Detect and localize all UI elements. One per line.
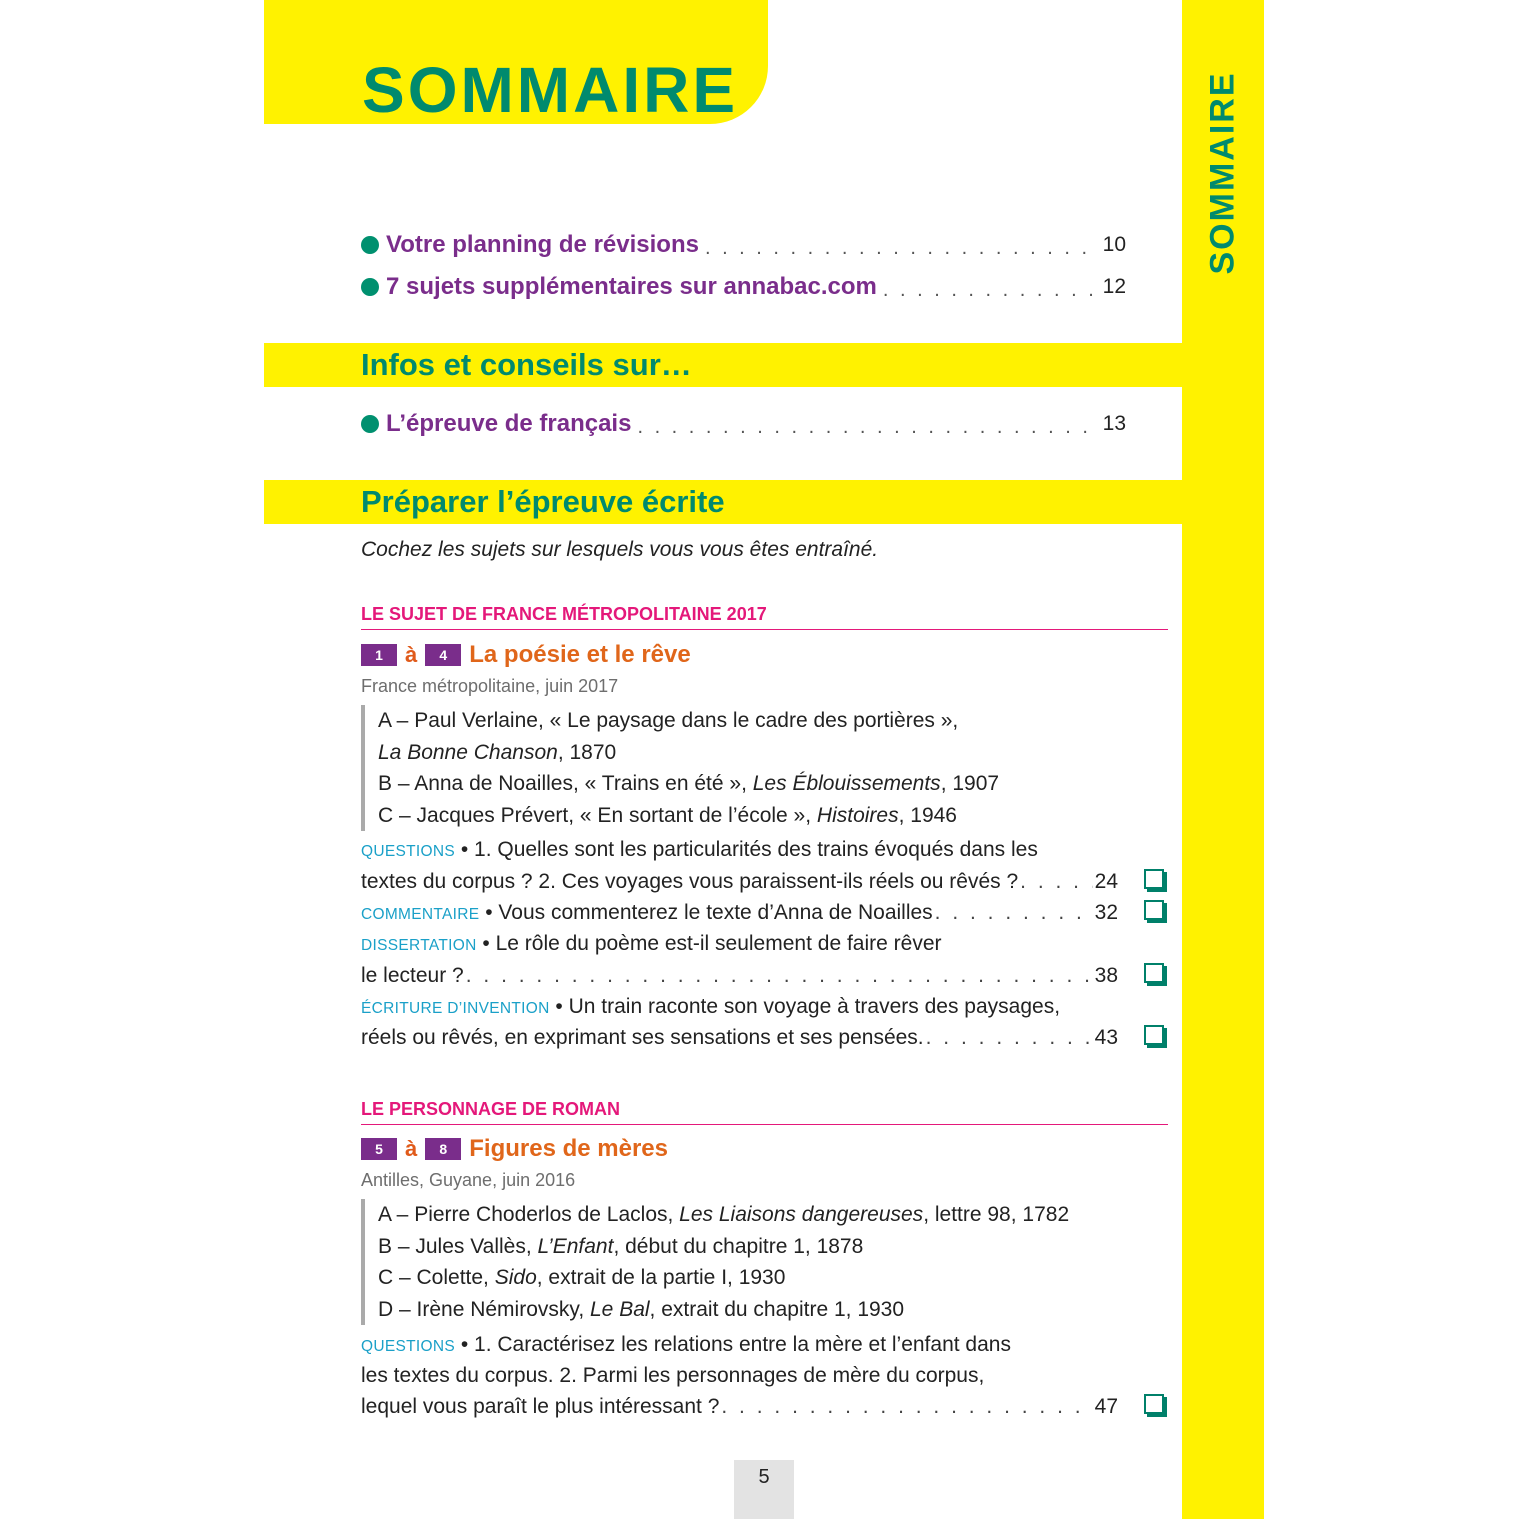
instruction-note: Cochez les sujets sur lesquels vous vous êtes entraîné. (361, 538, 879, 561)
page-title: SOMMAIRE (362, 54, 738, 126)
toc-label: 7 sujets supplémentaires sur annabac.com (386, 273, 877, 300)
subject-number-badge: 1 (361, 644, 397, 666)
exercise-page: 38 (1094, 964, 1118, 987)
exercise-line: le lecteur ? . . . 38 (361, 960, 1118, 992)
bullet-icon (361, 278, 379, 296)
exercise-line: les textes du corpus. 2. Parmi les personnages de mère du corpus, (361, 1364, 985, 1387)
corpus-item: D – Irène Némirovsky, Le Bal, extrait du chapitre 1, 1930 (378, 1297, 905, 1321)
exercise-line: DISSERTATION • Le rôle du poème est-il seulement de faire rêver (361, 932, 942, 955)
exercise-line: QUESTIONS • 1. Quelles sont les particularités des trains évoqués dans les (361, 838, 1038, 861)
range-separator: à (405, 1136, 418, 1161)
exercise-line: QUESTIONS • 1. Caractérisez les relations entre la mère et l’enfant dans (361, 1333, 1011, 1356)
side-label: SOMMAIRE (1203, 71, 1242, 275)
exercise-page: 24 (1094, 870, 1118, 893)
dot-leader (883, 279, 1097, 302)
toc-page-number: 13 (1102, 412, 1126, 435)
dot-leader (705, 237, 1097, 260)
page-number: 5 (758, 1466, 770, 1488)
section-title-preparer: Préparer l’épreuve écrite (361, 484, 725, 519)
corpus-list (361, 705, 999, 831)
corpus-item: A – Paul Verlaine, « Le paysage dans le cadre des portières », (378, 709, 959, 732)
dot-leader (721, 1391, 1092, 1423)
toc-page-number: 12 (1102, 275, 1126, 298)
range-separator: à (405, 642, 418, 667)
exercise-page: 43 (1094, 1026, 1118, 1049)
corpus-item: B – Anna de Noailles, « Trains en été », Les Éblouissements, 1907 (378, 772, 1000, 795)
dot-leader (637, 416, 1096, 439)
checkbox-questions-1[interactable] (1144, 869, 1164, 889)
exercise-line: réels ou rêvés, en exprimant ses sensations et ses pensées. . . . 43 (361, 1022, 1118, 1054)
exercise-tag: QUESTIONS (361, 1338, 455, 1355)
subject-source: Antilles, Guyane, juin 2016 (361, 1170, 576, 1190)
subject-title: La poésie et le rêve (469, 641, 691, 668)
checkbox-questions-2[interactable] (1144, 1394, 1164, 1414)
section-title-infos: Infos et conseils sur… (361, 347, 692, 382)
dot-leader (935, 897, 1093, 929)
toc-label: Votre planning de révisions (386, 231, 699, 258)
exercise-line: textes du corpus ? 2. Ces voyages vous paraissent-ils réels ou rêvés ? . . . 24 (361, 866, 1118, 898)
bullet-icon (361, 236, 379, 254)
toc-label: L’épreuve de français (386, 410, 632, 437)
corpus-item: A – Pierre Choderlos de Laclos, Les Liaisons dangereuses, lettre 98, 1782 (378, 1203, 1070, 1226)
subject-number-badge: 5 (361, 1138, 397, 1160)
toc-entry-annabac[interactable] (361, 270, 1126, 304)
checkbox-invention-1[interactable] (1144, 1025, 1164, 1045)
corpus-item: C – Colette, Sido, extrait de la partie I, 1930 (378, 1266, 786, 1289)
dot-leader (926, 1022, 1093, 1054)
subject-title: Figures de mères (469, 1135, 668, 1162)
subject-title-row[interactable] (361, 640, 691, 670)
corpus-item: La Bonne Chanson, 1870 (378, 740, 617, 764)
toc-entry-epreuve-francais[interactable] (361, 407, 1126, 441)
exercise-tag: COMMENTAIRE (361, 906, 480, 923)
category-heading: LE PERSONNAGE DE ROMAN (361, 1097, 1168, 1125)
exercise-line: lequel vous paraît le plus intéressant ? . . . 47 (361, 1391, 1118, 1423)
exercise-tag: QUESTIONS (361, 843, 455, 860)
checkbox-commentaire-1[interactable] (1144, 900, 1164, 920)
corpus-item: C – Jacques Prévert, « En sortant de l’école », Histoires, 1946 (378, 803, 957, 827)
exercise-page: 47 (1094, 1395, 1118, 1418)
dot-leader (466, 960, 1093, 992)
corpus-list (361, 1199, 1069, 1325)
category-heading: LE SUJET DE FRANCE MÉTROPOLITAINE 2017 (361, 602, 1168, 630)
subject-title-row[interactable] (361, 1134, 668, 1164)
checkbox-dissertation-1[interactable] (1144, 963, 1164, 983)
subject-number-badge: 8 (425, 1138, 461, 1160)
exercise-tag: DISSERTATION (361, 937, 477, 954)
exercise-page: 32 (1094, 901, 1118, 924)
dot-leader (1020, 866, 1092, 898)
bullet-icon (361, 415, 379, 433)
toc-page-number: 10 (1102, 233, 1126, 256)
exercise-tag: ÉCRITURE D’INVENTION (361, 1000, 550, 1017)
exercise-line: COMMENTAIRE • Vous commenterez le texte d’Anna de Noailles . . . 32 (361, 897, 1118, 929)
subject-number-badge: 4 (425, 644, 461, 666)
subject-source: France métropolitaine, juin 2017 (361, 676, 619, 696)
exercise-line: ÉCRITURE D’INVENTION • Un train raconte son voyage à travers des paysages, (361, 995, 1061, 1018)
toc-entry-planning[interactable] (361, 228, 1126, 262)
corpus-item: B – Jules Vallès, L’Enfant, début du chapitre 1, 1878 (378, 1234, 864, 1258)
